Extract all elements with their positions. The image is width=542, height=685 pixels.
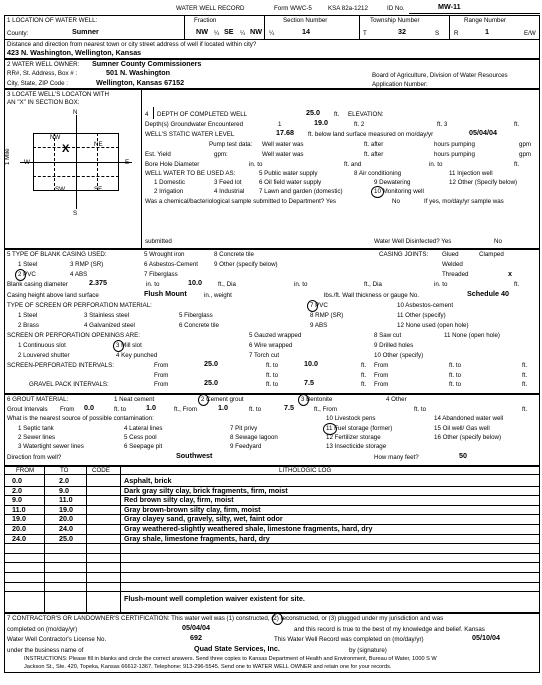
log-row-description: Asphalt, brick [124, 476, 172, 485]
section-3-label2: AN "X" IN SECTION BOX: [7, 99, 80, 106]
gpi-from-label: From [154, 381, 169, 388]
direction-value: Southwest [176, 451, 213, 460]
grout-to-label-3: ft. to [414, 406, 427, 413]
grout-to-1: 1.0 [146, 403, 156, 412]
record-completed-date: 05/10/04 [472, 633, 500, 642]
constructed-circle [272, 613, 283, 625]
cont-watertight[interactable]: 3 Watertight sewer lines [18, 443, 84, 450]
casing-fiberglass[interactable]: 7 Fiberglass [144, 271, 178, 278]
screen-galvanized[interactable]: 4 Galvanized steel [84, 322, 135, 329]
static-level-text: ft. below land surface measured on mo/day/yr [308, 131, 434, 138]
business-name-label: under the business name of [7, 647, 84, 654]
log-row-from: 9.0 [12, 495, 22, 505]
pump-well-water: Well water was [262, 141, 304, 148]
casing-other[interactable]: 9 Other (specify below) [214, 261, 278, 268]
signature-label: by (signature) [349, 647, 387, 654]
casing-wrought-iron[interactable]: 5 Wrought iron [144, 251, 185, 258]
screen-intervals-label: SCREEN-PERFORATED INTERVALS: [7, 362, 114, 369]
screen-other[interactable]: 11 Other (specify) [397, 312, 446, 319]
section-5-label: 5 TYPE OF BLANK CASING USED: [7, 251, 107, 258]
spi-to-value: 10.0 [304, 359, 318, 368]
log-row-from: 11.0 [12, 504, 26, 514]
groundwater-ft: ft. [514, 121, 520, 128]
spi-from-value: 25.0 [204, 359, 218, 368]
cert-completed-date: 05/04/04 [182, 623, 210, 632]
spi-to-label: ft. to [266, 362, 279, 369]
log-from-header: FROM [16, 467, 35, 474]
opening-louvered[interactable]: 2 Louvered shutter [18, 352, 70, 359]
owner-city: Wellington, Kansas 67152 [96, 78, 185, 87]
use-option-domestic[interactable]: 1 Domestic [154, 179, 185, 186]
mile-scale-label: 1 Mile [4, 148, 11, 165]
log-row-divider [4, 582, 540, 583]
section-6-label: 6 GROUT MATERIAL: [7, 396, 69, 403]
south-label: S [73, 210, 78, 217]
pump-test-label: Pump test data: [209, 141, 253, 148]
yield-label: Est. Yield [145, 151, 171, 158]
cont-insecticide[interactable]: 13 Insecticide storage [326, 443, 387, 450]
log-row-to: 19.0 [59, 504, 73, 514]
opening-continuous-slot[interactable]: 1 Continuous slot [18, 342, 66, 349]
casing-rmp[interactable]: 3 RMP (SR) [70, 261, 104, 268]
spi-ft: ft. [361, 362, 367, 369]
groundwater-1-num: 1 [278, 121, 282, 128]
feet-value: 50 [459, 451, 467, 460]
static-level-value: 17.68 [276, 128, 294, 137]
cont-livestock[interactable]: 10 Livestock pens [326, 415, 376, 422]
bore-label: Bore Hole Diameter [145, 161, 200, 168]
static-level-date: 05/04/04 [469, 128, 497, 137]
log-row-divider [4, 495, 540, 496]
spi-ft-3: ft. [361, 372, 367, 379]
depth-ft: ft. [334, 111, 340, 118]
wall-thickness-label: lbs./ft. Wall thickness or gauge No. [324, 292, 420, 299]
use-option-irrigation[interactable]: 2 Irrigation [154, 188, 184, 195]
gravel-intervals-label: GRAVEL PACK INTERVALS: [29, 381, 109, 388]
township-value: 32 [398, 27, 406, 36]
pump-after: ft. after [364, 141, 384, 148]
screen-material-label: TYPE OF SCREEN OR PERFORATION MATERIAL: [7, 302, 152, 309]
use-option-injection[interactable]: 11 Injection well [449, 170, 493, 177]
form-title: WATER WELL RECORD [176, 5, 245, 12]
log-row-description: Gray clayey sand, gravely, silty, wet, faint odor [124, 514, 283, 524]
chem-no-option[interactable]: No [392, 198, 400, 205]
gpi-to-value: 7.5 [304, 378, 314, 387]
casing-joints-label: CASING JOINTS: [379, 251, 429, 258]
log-row-to: 2.0 [59, 476, 69, 485]
gauge-value: Schedule 40 [467, 289, 509, 298]
address-value: 423 N. Washington, Wellington, Kansas [7, 48, 142, 57]
spi-to-label-4: ft. to [449, 372, 462, 379]
gpi-to-label-2: ft. to [449, 381, 462, 388]
use-label: WELL WATER TO BE USED AS: [145, 170, 236, 177]
county-label: County: [7, 30, 29, 37]
casing-concrete-tile[interactable]: 8 Concrete tile [214, 251, 254, 258]
use-option-oilfield[interactable]: 6 Oil field water supply [259, 179, 322, 186]
cont-lateral[interactable]: 4 Lateral lines [124, 425, 163, 432]
owner-address: 501 N. Washington [106, 68, 171, 77]
use-option-dewatering[interactable]: 9 Dewatering [374, 179, 411, 186]
owner-value: Sumner County Commissioners [92, 59, 202, 68]
cont-pit-privy[interactable]: 7 Pit privy [230, 425, 258, 432]
opening-mill-slot[interactable]: 3 Mill slot [116, 342, 142, 349]
grout-other[interactable]: 4 Other [386, 396, 407, 403]
spi-from-label-4: From [374, 372, 389, 379]
ksa-ref: KSA 82a-1212 [328, 5, 368, 12]
yield-hours: hours pumping [434, 151, 475, 158]
depth-value: 25.0 [306, 108, 320, 117]
cont-seepage[interactable]: 6 Seepage pit [124, 443, 163, 450]
east-label: E [125, 159, 130, 166]
spi-from-label: From [154, 362, 169, 369]
diameter-in-to-2: in. to [294, 281, 308, 288]
casing-steel[interactable]: 1 Steel [18, 261, 38, 268]
pump-hours: hours pumping [434, 141, 475, 148]
bore-in-to: in. to [249, 161, 263, 168]
cement-grout-circle [198, 394, 209, 406]
spi-ft-4: ft. [522, 372, 528, 379]
screen-pvc[interactable]: 7 PVC [310, 302, 328, 309]
ne-quarter-label: NE [94, 141, 103, 148]
range-r-label: R [454, 30, 459, 37]
cont-feedyard[interactable]: 9 Feedyard [230, 443, 262, 450]
log-row-to: 9.0 [59, 485, 69, 495]
diameter-to-value: 10.0 [188, 278, 202, 287]
owner-label: 2 WATER WELL OWNER: [7, 61, 80, 68]
use-option-industrial[interactable]: 4 Industrial [214, 188, 245, 195]
diameter-in-to-3: in. to [434, 281, 448, 288]
mill-slot-circle [113, 340, 124, 352]
gpi-ft: ft. [361, 381, 367, 388]
log-note: Flush-mount well completion waiver existent for site. [124, 594, 305, 603]
opening-gauzed[interactable]: 5 Gauzed wrapped [249, 332, 302, 339]
cont-septic[interactable]: 1 Septic tank [18, 425, 54, 432]
direction-label: Direction from well? [7, 454, 62, 461]
range-value: 1 [485, 27, 489, 36]
joint-threaded[interactable]: Threaded [442, 271, 469, 278]
se-quarter-label: SE [94, 186, 103, 193]
submitted-label: submitted [145, 238, 172, 245]
static-level-label: WELL'S STATIC WATER LEVEL [145, 131, 235, 138]
instructions-line-1: INSTRUCTIONS: Please fill in blanks and circle the correct answers. Send three copies to Kansas Department of Health and Environment, Bureau of Water, 1000 S W [24, 656, 437, 662]
log-row-description: Red brown silty clay, firm, moist [124, 495, 234, 505]
casing-asbestos[interactable]: 6 Asbestos-Cement [144, 261, 198, 268]
screen-stainless[interactable]: 3 Stainless steel [84, 312, 130, 319]
cont-sewer[interactable]: 2 Sewer lines [18, 434, 56, 441]
diameter-in-to: in. to [146, 281, 160, 288]
address-label: RR#, St. Address, Box # : [7, 70, 78, 77]
grout-neat-cement[interactable]: 1 Neat cement [114, 396, 155, 403]
cert-line-1: 7 CONTRACTOR'S OR LANDOWNER'S CERTIFICATION: This water well was (1) constructed, (2) reconstructed, or (3) plugged under my jurisdiction and was [7, 615, 444, 622]
well-location-mark: X [62, 143, 70, 155]
use-option-lawn[interactable]: 7 Lawn and garden (domestic) [259, 188, 343, 195]
casing-pvc[interactable]: 2 PVC [18, 271, 36, 278]
cert-true-record: and this record is true to the best of my knowledge and belief. Kansas [294, 626, 485, 633]
feet-label: How many feet? [374, 454, 419, 461]
log-row-divider [4, 562, 540, 563]
id-label: ID No. [387, 5, 405, 12]
chem-sample-label: Was a chemical/bacteriological sample submitted to Department? Yes [145, 198, 336, 205]
log-row-divider [4, 505, 540, 506]
log-row-divider [4, 534, 540, 535]
monitoring-well-circle [371, 186, 384, 198]
grout-from-1: 0.0 [84, 403, 94, 412]
grout-to-2: 7.5 [284, 403, 294, 412]
use-option-other[interactable]: 12 Other (Specify below) [449, 179, 518, 186]
township-t-label: T [363, 30, 367, 37]
spi-from-label-2: From [374, 362, 389, 369]
cert-completed-label: completed on (mo/day/yr) [7, 626, 78, 633]
grout-intervals-label: Grout Intervals [7, 406, 48, 413]
diameter-label: Blank casing diameter [7, 281, 68, 288]
log-row-divider [4, 591, 540, 592]
distance-label: Distance and direction from nearest town or city street address of well if located within city? [7, 41, 257, 48]
opening-key-punched[interactable]: 4 Key punched [116, 352, 158, 359]
id-value: MW-11 [438, 2, 461, 11]
opening-none[interactable]: 11 None (open hole) [444, 332, 500, 339]
log-row-from: 24.0 [12, 533, 26, 543]
depth-label: DEPTH OF COMPLETED WELL [157, 111, 248, 118]
screen-steel[interactable]: 1 Steel [18, 312, 38, 319]
groundwater-2: ft. 2 [354, 121, 365, 128]
north-label: N [73, 109, 78, 116]
quarter-mark-2: ¼ [240, 30, 246, 37]
diameter-ft: ft. [514, 281, 520, 288]
section-4-label: 4 [145, 111, 149, 118]
grout-from-2: 1.0 [218, 403, 228, 412]
log-row-from: 0.0 [12, 476, 22, 485]
quarter-1: NW [196, 27, 208, 36]
gpi-to-label: ft. to [266, 381, 279, 388]
log-row-to: 11.0 [59, 495, 73, 505]
range-ew: E/W [524, 30, 536, 37]
section-number-value: 14 [302, 27, 310, 36]
grout-to-label-2: ft. to [249, 406, 262, 413]
diameter-ft-dia: ft., Dia [218, 281, 236, 288]
opening-torch-cut[interactable]: 7 Torch cut [249, 352, 280, 359]
log-row-from: 19.0 [12, 514, 26, 524]
business-name-value: Quad State Services, Inc. [194, 644, 280, 653]
yield-gpm: gpm: [214, 151, 228, 158]
pvc-circle [15, 269, 26, 281]
log-lith-header: LITHOLOGIC LOG [279, 467, 332, 474]
openings-label: SCREEN OR PERFORATION OPENINGS ARE: [7, 332, 140, 339]
joint-glued[interactable]: Glued [442, 251, 459, 258]
record-completed-label: This Water Well Record was completed on (mo/day/yr) [274, 636, 424, 643]
section-3-label: 3 LOCATE WELL'S LOCATON WITH [7, 91, 109, 98]
cont-lagoon[interactable]: 8 Sewage lagoon [230, 434, 278, 441]
log-row-divider [4, 543, 540, 544]
spi-ft-2: ft. [522, 362, 528, 369]
water-well-record-form [4, 3, 540, 683]
threaded-mark: x [508, 269, 512, 278]
chem-sample-date-label: If yes, mo/day/yr sample was [424, 198, 504, 205]
screen-none[interactable]: 12 None used (open hole) [397, 322, 469, 329]
grout-bentonite[interactable]: 3 Bentonite [301, 396, 333, 403]
quarter-mark-1: ¼ [214, 30, 220, 37]
county-value: Sumner [72, 27, 99, 36]
nw-quarter-label: NW [50, 134, 61, 141]
casing-weight-label: in., weight [204, 292, 232, 299]
gpi-from-value: 25.0 [204, 378, 218, 387]
township-s-label: S [435, 30, 440, 37]
log-row-description: Gray shale, limestone fragments, hard, dry [124, 533, 270, 543]
quarter-2: SE [224, 27, 234, 36]
instructions-line-2: Jackson St., Ste. 420, Topeka, Kansas 66612-1367. Telephone: 913-296-5545. Send one to WATER WELL OWNER and retain one for your records. [24, 664, 392, 670]
contamination-label: What is the nearest source of possible contamination: [7, 415, 154, 422]
gpi-ft-2: ft. [522, 381, 528, 388]
use-option-air[interactable]: 8 Air conditioning [354, 170, 402, 177]
grout-ft-from-2: ft., From [314, 406, 338, 413]
section-1-label: 1 LOCATION OF WATER WELL: [7, 17, 98, 24]
grout-ft-from-1: ft., From [174, 406, 198, 413]
bore-ft-and: ft. and [344, 161, 362, 168]
diameter-ft-dia-2: ft., Dia [364, 281, 382, 288]
screen-rmp[interactable]: 8 RMP (SR) [310, 312, 344, 319]
log-row-to: 24.0 [59, 524, 73, 533]
casing-height-value: Flush Mount [144, 289, 187, 298]
west-label: W [24, 159, 30, 166]
casing-abs[interactable]: 4 ABS [70, 271, 88, 278]
joint-clamped[interactable]: Clamped [479, 251, 504, 258]
log-row-divider [4, 553, 540, 554]
yield-after: ft. after [364, 151, 384, 158]
opening-saw-cut[interactable]: 8 Saw cut [374, 332, 402, 339]
log-row-description: Gray brown-brown silty clay, firm, moist [124, 504, 261, 514]
log-row-to: 25.0 [59, 533, 73, 543]
cont-oil-gas-well[interactable]: 15 Oil well/ Gas well [434, 425, 490, 432]
groundwater-1-value: 19.0 [314, 118, 328, 127]
bore-in-to-2: in. to [429, 161, 443, 168]
diameter-value: 2.375 [89, 278, 107, 287]
grout-to-label-1: ft. to [114, 406, 127, 413]
spi-from-label-3: From [154, 372, 169, 379]
use-option-feedlot[interactable]: 3 Feed lot [214, 179, 242, 186]
bentonite-circle [298, 394, 309, 406]
cont-cess-pool[interactable]: 5 Cess pool [124, 434, 157, 441]
opening-other[interactable]: 10 Other (specify) [374, 352, 424, 359]
screen-abs[interactable]: 9 ABS [310, 322, 328, 329]
gpi-from-label-2: From [374, 381, 389, 388]
casing-height-label: Casing height above land surface [7, 292, 99, 299]
spi-to-label-2: ft. to [449, 362, 462, 369]
cont-fertilizer[interactable]: 12 Fertilizer storage [326, 434, 381, 441]
screen-brass[interactable]: 2 Brass [18, 322, 39, 329]
screen-asbestos[interactable]: 10 Asbestos-cement [397, 302, 454, 309]
grout-from-label: From [60, 406, 75, 413]
screen-pvc-circle [307, 300, 318, 312]
log-row-from: 2.0 [12, 485, 22, 495]
disinfected-no-option[interactable]: No [494, 238, 502, 245]
sw-quarter-label: SW [55, 186, 65, 193]
range-number-label: Range Number [464, 17, 506, 24]
quarter-3: NW [250, 27, 262, 36]
city-label: City, State, ZIP Code : [7, 80, 68, 87]
screen-concrete[interactable]: 6 Concrete tile [179, 322, 219, 329]
cont-abandoned-well[interactable]: 14 Abandoned water well [434, 415, 504, 422]
log-to-header: TO [60, 467, 69, 474]
section-number-label: Section Number [283, 17, 328, 24]
use-option-public[interactable]: 5 Public water supply [259, 170, 318, 177]
log-row-description: Dark gray silty clay, brick fragments, firm, moist [124, 485, 288, 495]
screen-fiberglass[interactable]: 5 Fiberglass [179, 312, 213, 319]
groundwater-3: ft. 3 [437, 121, 448, 128]
quarter-mark-3: ¼ [269, 30, 275, 37]
spi-to-label-3: ft. to [266, 372, 279, 379]
log-row-from: 20.0 [12, 524, 26, 533]
pump-gpm: gpm [519, 141, 532, 148]
grout-ft-3: ft. [522, 406, 528, 413]
township-number-label: Township Number [370, 17, 420, 24]
bore-ft: ft. [514, 161, 520, 168]
use-option-monitoring[interactable]: 10 Monitoring well [374, 188, 424, 195]
grout-cement-grout[interactable]: 2 Cement grout [201, 396, 244, 403]
log-row-to: 20.0 [59, 514, 73, 524]
board-label: Board of Agriculture, Division of Water Resources [372, 72, 508, 79]
joint-welded[interactable]: Welded [442, 261, 463, 268]
form-number: Form WWC-5 [274, 5, 312, 12]
application-label: Application Number: [372, 81, 428, 88]
log-row-description: Gray weathered-slightly weathered shale, limestone fragments, hard, dry [124, 524, 373, 533]
log-row-divider [4, 572, 540, 573]
groundwater-label: Depth(s) Groundwater Encountered [145, 121, 244, 128]
log-code-header: CODE [92, 467, 110, 474]
opening-drilled[interactable]: 9 Drilled holes [374, 342, 414, 349]
elevation-label: ELEVATION: [348, 111, 384, 118]
yield-gpm-2: gpm [519, 151, 532, 158]
yield-well-water: Well water was [262, 151, 304, 158]
cont-other[interactable]: 16 Other (specify below) [434, 434, 502, 441]
fraction-label: Fraction [194, 17, 217, 24]
form-header [4, 3, 540, 15]
license-value: 692 [190, 633, 202, 642]
opening-wire-wrapped[interactable]: 6 Wire wrapped [249, 342, 293, 349]
cont-fuel-storage[interactable]: 11 Fuel storage (former) [326, 425, 393, 432]
disinfected-label: Water Well Disinfected? Yes [374, 238, 452, 245]
license-label: Water Well Contractor's License No. [7, 636, 107, 643]
